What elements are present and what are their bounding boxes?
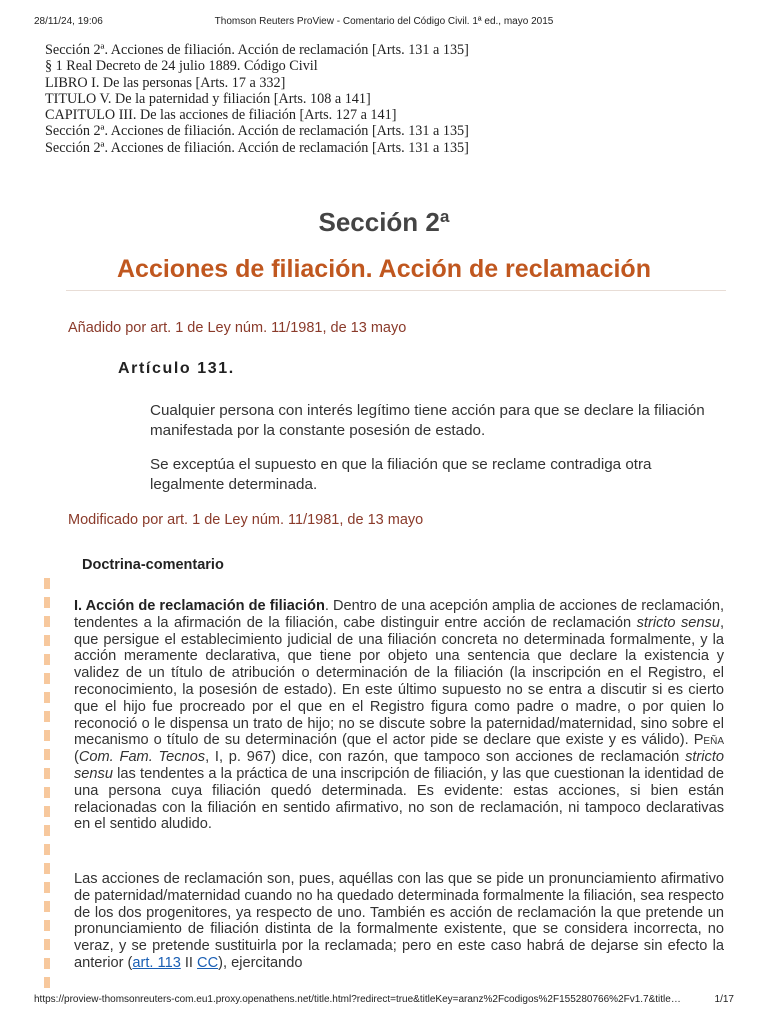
author-name: Peña: [693, 732, 724, 749]
breadcrumb-line: CAPITULO III. De las acciones de filiación [Arts. 127 a 141]: [45, 107, 397, 124]
article-paragraph: Cualquier persona con interés legítimo tiene acción para que se declare la filiación manifestada por la constante posesión de estado.: [150, 402, 705, 439]
section-title: Acciones de filiación. Acción de reclamación: [117, 255, 651, 283]
page-number: 1/17: [714, 994, 734, 1005]
page-url: https://proview-thomsonreuters-com.eu1.proxy.openathens.net/title.html?redirect=true&titleKey=aranz%2Fcodigos%2F155280766%2Fv1.7&title…: [34, 994, 681, 1005]
print-footer: [34, 994, 734, 1008]
commentary-italic: Com. Fam. Tecnos: [78, 749, 206, 766]
breadcrumb-line: § 1 Real Decreto de 24 julio 1889. Código Civil: [45, 58, 318, 75]
link-cc[interactable]: CC: [197, 954, 219, 971]
breadcrumb-line: Sección 2ª. Acciones de filiación. Acción de reclamación [Arts. 131 a 135]: [45, 123, 469, 140]
title-divider: [66, 290, 726, 291]
link-art-113[interactable]: art. 113: [132, 954, 181, 971]
commentary-text: II: [180, 954, 198, 971]
commentary-text: , I, p. 967) dice, con razón, que tampoco son acciones de reclamación: [205, 749, 686, 766]
print-header: [34, 16, 734, 30]
commentary-italic: stricto sensu: [74, 749, 724, 782]
breadcrumb-line: Sección 2ª. Acciones de filiación. Acción de reclamación [Arts. 131 a 135]: [45, 42, 469, 58]
commentary-lead: I. Acción de reclamación de filiación: [74, 598, 325, 614]
commentary-text: las tendentes a la práctica de una inscripción de filiación, y las que cuestionan la identidad de una persona cuya filiación quedó determinada. Es evidente: estas acciones, si bien están relacionadas con la filiación en sentido afirmativo, no son de reclamación, ni tampoco declarativas en el sentido aludido.: [74, 765, 724, 833]
doctrina-heading: Doctrina-comentario: [82, 557, 224, 573]
breadcrumb-line: Sección 2ª. Acciones de filiación. Acción de reclamación [Arts. 131 a 135]: [45, 139, 469, 156]
article-heading: Artículo 131.: [118, 360, 235, 377]
commentary-text: . Dentro de una acepción amplia de acciones de reclamación, tendentes a la afirmación de la filiación, cabe distinguir entre acción de reclamación: [74, 598, 725, 631]
commentary-text: ), ejercitando: [218, 954, 303, 971]
section-number: Sección 2ª: [318, 207, 450, 237]
commentary-italic: stricto sensu: [636, 614, 720, 631]
commentary-paragraph: [74, 598, 724, 833]
breadcrumb: [45, 42, 705, 156]
print-title: Thomson Reuters ProView - Comentario del Código Civil. 1ª ed., mayo 2015: [214, 16, 554, 27]
modified-note: Modificado por art. 1 de Ley núm. 11/1981, de 13 mayo: [68, 512, 424, 528]
commentary-paragraph: [74, 871, 724, 972]
added-note: Añadido por art. 1 de Ley núm. 11/1981, de 13 mayo: [68, 320, 407, 336]
commentary-text: , que persigue el establecimiento judicial de una filiación concreta no determinada formalmente, y la acción meramente declarativa, que tiene por objeto una sentencia que declare la existencia y validez de un título de atribución o determinación de la filiación (la inscripción en el Registro, el reconocimiento, la posesión de estado). En este último supuesto no se entra a discutir si es cierto que el hijo fue procreado por el que en el Registro figura como padre o madre, o por quien lo reconoció o le dispensa un trato de hijo; no se discute sobre la paternidad/maternidad, sino sobre el mecanismo o título de su determinación (que el actor pide se declare que existe y es válido).: [74, 614, 724, 749]
breadcrumb-line: TITULO V. De la paternidad y filiación [Arts. 108 a 141]: [45, 90, 371, 107]
commentary-text: Las acciones de reclamación son, pues, aquéllas con las que se pide un pronunciamiento afirmativo de paternidad/maternidad cuando no ha quedado determinada formalmente la filiación, sea respecto de los dos progenitores, ya respecto de uno. También es acción de reclamación la que pretende un pronunciamiento de filiación distinta de la formalmente existente, que se considera incorrecta, no veraz, y se pretende sustituirla por la reclamada; pero en este caso habrá de dejarse sin efecto la anterior (: [74, 871, 724, 971]
article-paragraph: Se exceptúa el supuesto en que la filiación que se reclame contradiga otra legalmente determinada.: [150, 456, 652, 493]
print-date: 28/11/24, 19:06: [34, 16, 103, 27]
commentary-margin-bar: [44, 578, 50, 988]
breadcrumb-line: LIBRO I. De las personas [Arts. 17 a 332]: [45, 74, 286, 91]
commentary-text: (: [74, 749, 79, 766]
